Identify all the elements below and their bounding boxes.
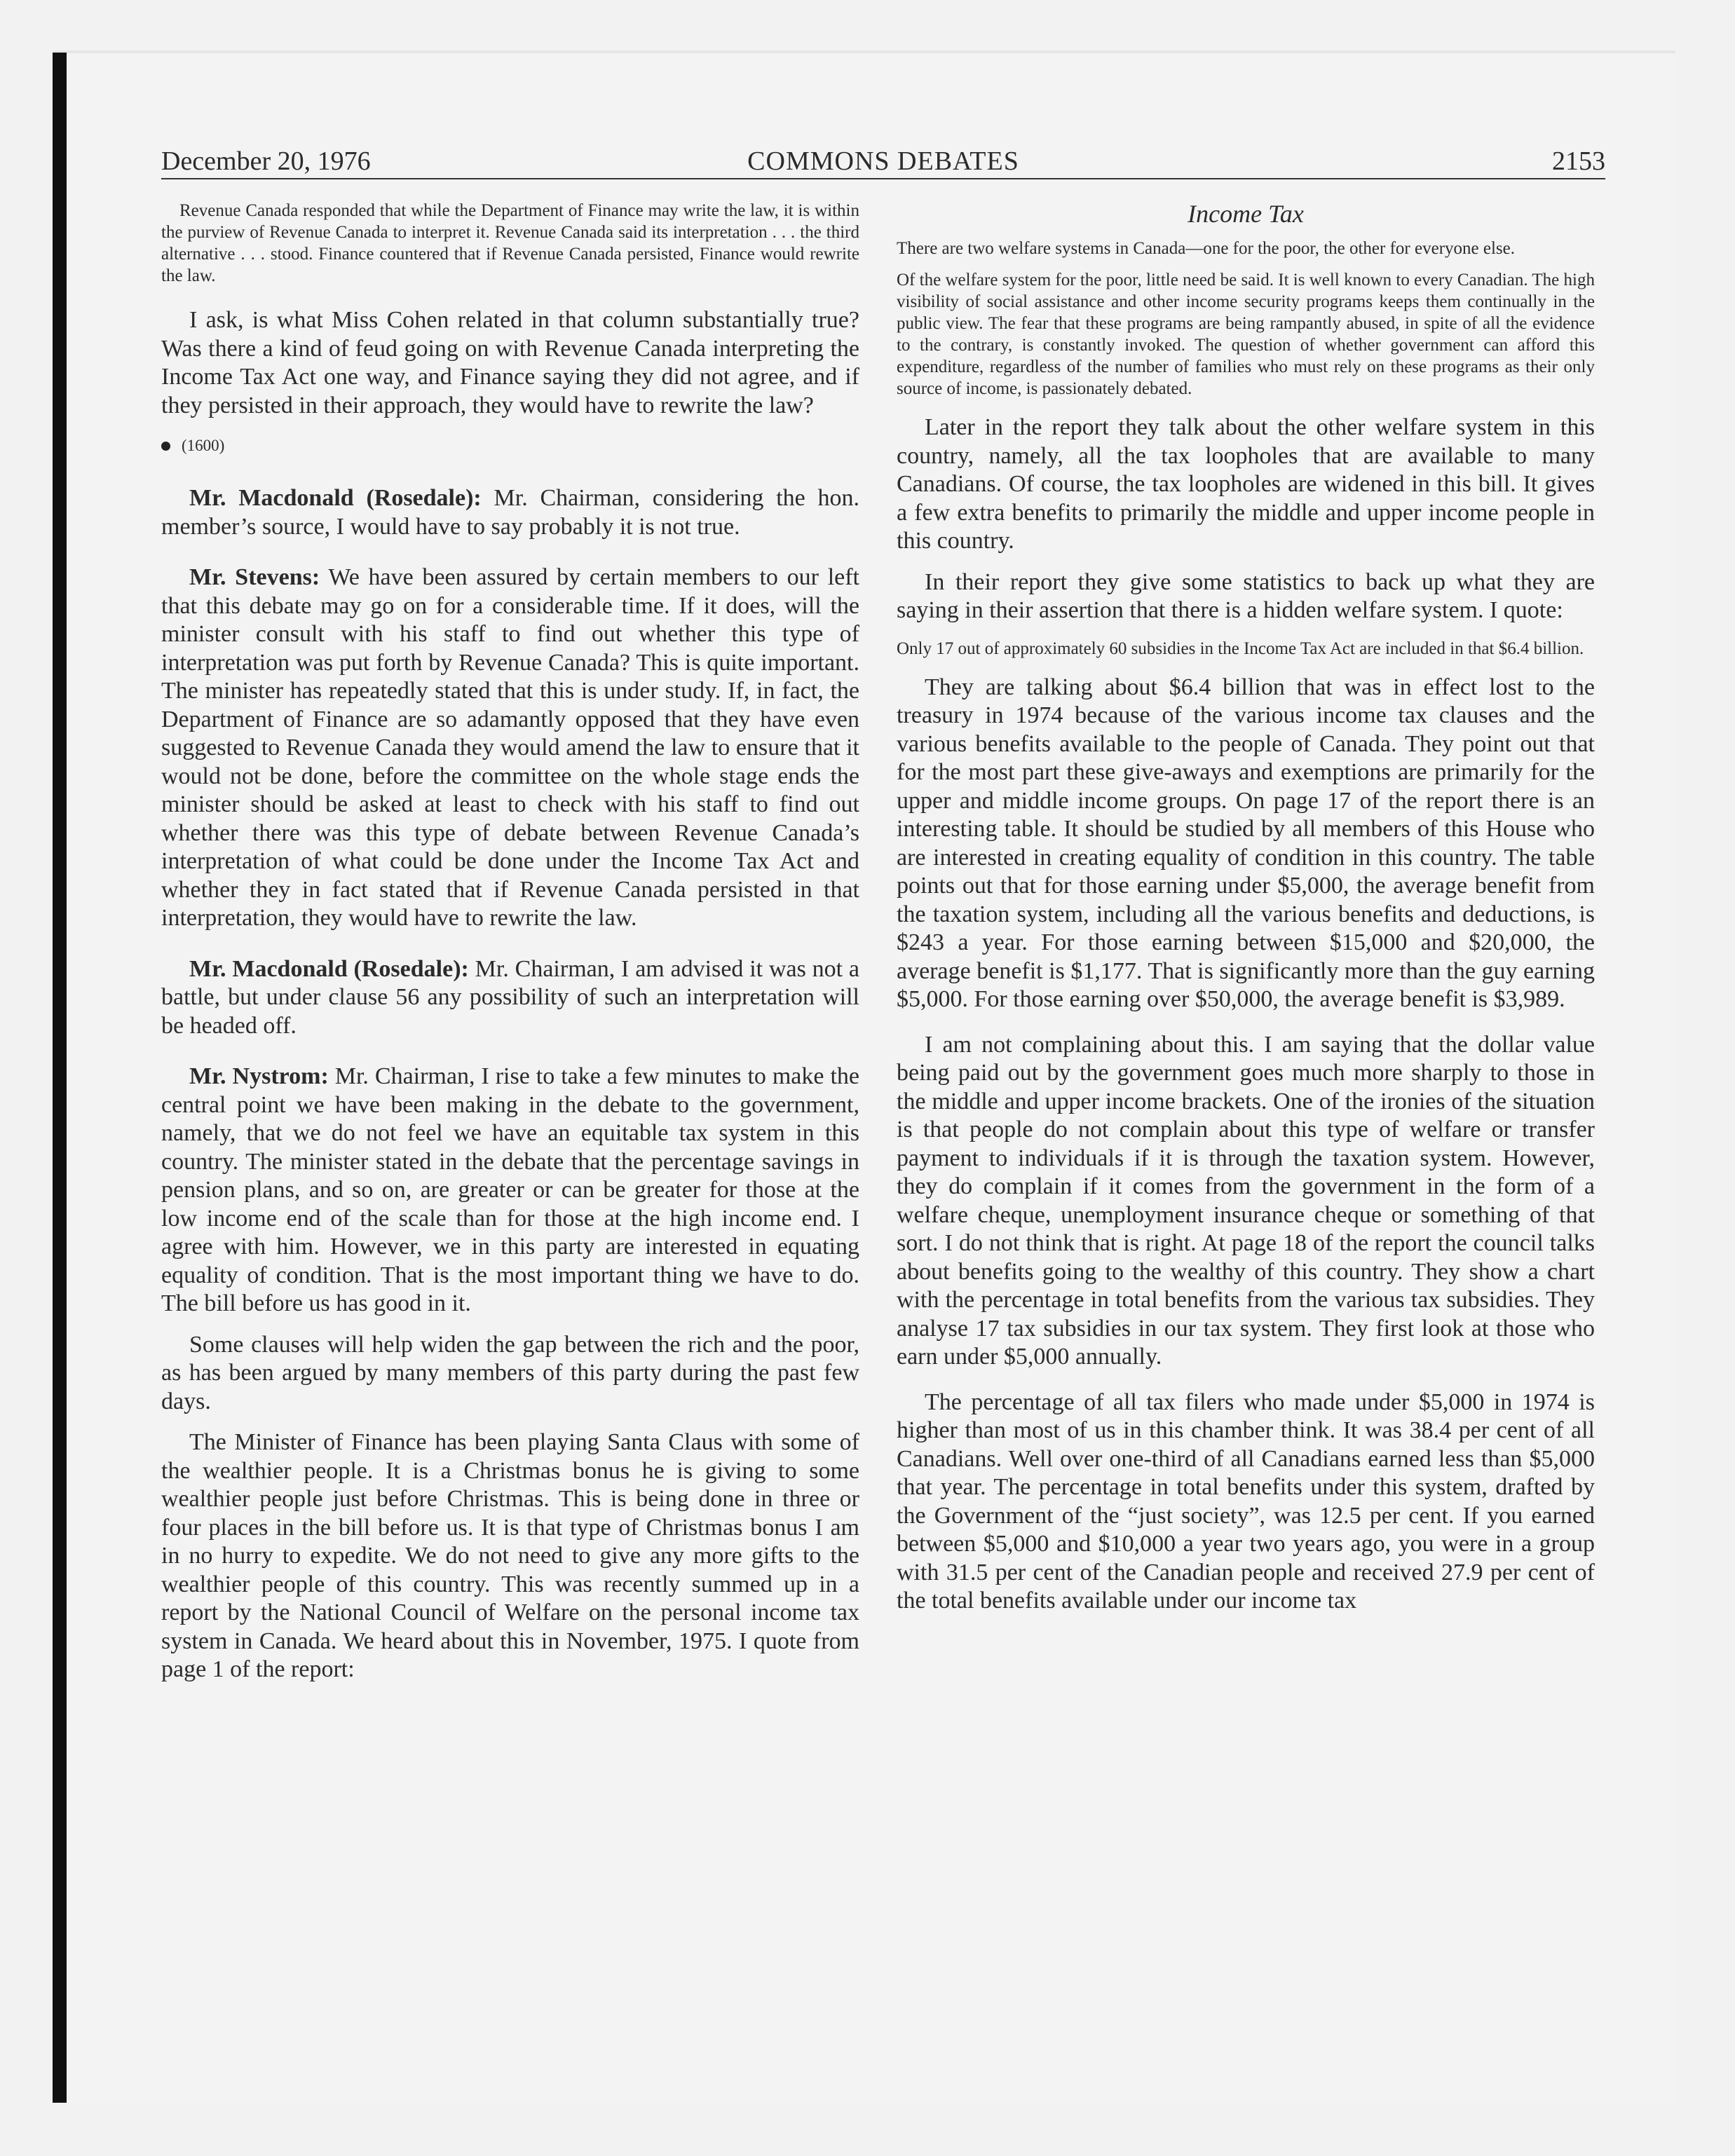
paragraph: In their report they give some statistics to back up what they are saying in their assertion that there is a hidden welfare system. I quote: [897,568,1595,623]
paragraph: Later in the report they talk about the other welfare system in this country, namely, all the tax loopholes that are available to many Canadians. Of course, the tax loopholes are widened in this bill. It gives a few extra benefits to primarily the middle and upper income people in this country. [897,414,1595,554]
speech-text: We have been assured by certain members to our left that this debate may go on for a considerable time. If it does, will the minister consult with his staff to find out whether this type of interpretation was put forth by Revenue Canada? This is quite important. The minister has repeatedly stated that this is under study. If, in fact, the Department of Finance are so adamantly opposed that they have even suggested to Revenue Canada they would amend the law to ensure that it would not be done, before the committee on the whole stage ends the minister should be asked at least to check with his staff to find out whether there was this type of debate between Revenue Canada’s interpretation of what could be done under the Income Tax Act and whether they in fact stated that if Revenue Canada persisted in that interpretation, they would have to rewrite the law. [161,564,860,931]
speaker-name: Mr. Nystrom: [189,1063,329,1089]
speech-text: Mr. Chairman, I rise to take a few minutes to make the central point we have been making in the debate to the government, namely, that we do not feel we have an equitable tax system in this country. The minister stated in the debate that the percentage savings in pension plans, and so on, are greater or can be greater for those at the low income end of the scale than for those at the high income end. I agree with him. However, we in this party are interested in equating equality of condition. That is the most important thing we have to do. The bill before us has good in it. [161,1063,860,1316]
quoted-passage: Of the welfare system for the poor, little need be said. It is well known to every Canadian. The high visibility of social assistance and other income security programs keeps them continually in the public view. The fear that these programs are being rampantly abused, in spite of all the evidence to the contrary, is constantly invoked. The question of whether government can afford this expenditure, regardless of the number of families who must rely on these programs as their only source of income, is passionately debated. [897,271,1595,398]
time-marker-label: (1600) [182,437,225,454]
page-header [161,146,1605,181]
speech-text: Mr. Chairman, I am advised it was not a battle, but under clause 56 any possibility of such an interpretation will be headed off. [161,955,859,1039]
time-marker [161,437,859,455]
speaker-name: Mr. Macdonald (Rosedale): [189,955,469,982]
speech [161,1063,859,1318]
scan-binding-edge [53,53,67,2103]
header-rule [161,178,1605,179]
paragraph: Some clauses will help widen the gap between the rich and the poor, as has been argued by many members of this party during the past few days. [161,1331,859,1414]
paragraph: The Minister of Finance has been playing Santa Claus with some of the wealthier people. It is a Christmas bonus he is giving to some wealthier people just before Christmas. This is being done in three or four places in the bill before us. It is that type of Christmas bonus I am in no hurry to expedite. We do not need to give any more gifts to the wealthier people of this country. This was recently summed up in a report by the National Council of Welfare on the personal income tax system in Canada. We heard about this in November, 1975. I quote from page 1 of the report: [161,1429,859,1682]
paragraph: I ask, is what Miss Cohen related in that column substantially true? Was there a kind of feud going on with Revenue Canada interpreting the Income Tax Act one way, and Finance saying they did not agree, and if they persisted in their approach, they would have to rewrite the law? [161,307,859,418]
header-date: December 20, 1976 [161,146,371,176]
paragraph: They are talking about $6.4 billion that was in effect lost to the treasury in 1974 because of the various income tax clauses and the various benefits available to the people of Canada. They point out that for the most part these give-aways and exemptions are primarily for the upper and middle income groups. On page 17 of the report there is an interesting table. It should be studied by all members of this House who are interested in creating equality of condition in this country. The table points out that for those earning under $5,000, the average benefit from the taxation system, including all the various benefits and deductions, is $243 a year. For those earning between $15,000 and $20,000, the average benefit is $1,177. That is significantly more than the guy earning $5,000. For those earning over $50,000, the average benefit is $3,989. [897,674,1595,1012]
quoted-passage: There are two welfare systems in Canada—one for the poor, the other for everyone else. [897,239,1515,258]
speech [161,564,859,933]
paragraph: The percentage of all tax filers who made under $5,000 in 1974 is higher than most of us in this chamber think. It was 38.4 per cent of all Canadians. Well over one-third of all Canadians earned less than $5,000 that year. The percentage in total benefits under this system, drafted by the Government of the “just society”, was 12.5 per cent. If you earned between $5,000 and $10,000 a year two years ago, you were in a group with 31.5 per cent of the Canadian people and received 27.9 per cent of the total benefits available under our income tax [897,1389,1595,1613]
speaker-name: Mr. Macdonald (Rosedale): [189,485,482,511]
quoted-passage: Revenue Canada responded that while the Department of Finance may write the law, it is within the purview of Revenue Canada to interpret it. Revenue Canada said its interpretation . . . the third alternative . . . stood. Finance countered that if Revenue Canada persisted, Finance would rewrite the law. [161,201,859,285]
left-column [161,200,859,1697]
section-subheading: Income Tax [1188,200,1304,228]
speech [161,955,859,1041]
speaker-name: Mr. Stevens: [189,564,320,590]
bullet-icon [161,442,170,451]
header-title: COMMONS DEBATES [747,146,1019,176]
right-column [897,200,1595,1628]
paragraph: I am not complaining about this. I am saying that the dollar value being paid out by the government goes much more sharply to those in the middle and upper income brackets. One of the ironies of the situation is that people do not complain about this type of welfare or transfer payment to individuals if it is through the taxation system. However, they do complain if it comes from the government in the form of a welfare cheque, unemployment insurance cheque or something of that sort. I do not think that is right. At page 18 of the report the council talks about benefits going to the wealthy of this country. They show a chart with the percentage in total benefits from the various tax subsidies. They analyse 17 tax subsidies in our tax system. They first look at those who earn under $5,000 annually. [897,1031,1595,1370]
speech-text: Mr. Chairman, considering the hon. member’s source, I would have to say probably it is not true. [161,485,859,540]
header-page-number: 2153 [1552,146,1605,176]
speech [161,484,859,541]
quoted-passage: Only 17 out of approximately 60 subsidies in the Income Tax Act are included in that $6.4 billion. [897,639,1584,658]
